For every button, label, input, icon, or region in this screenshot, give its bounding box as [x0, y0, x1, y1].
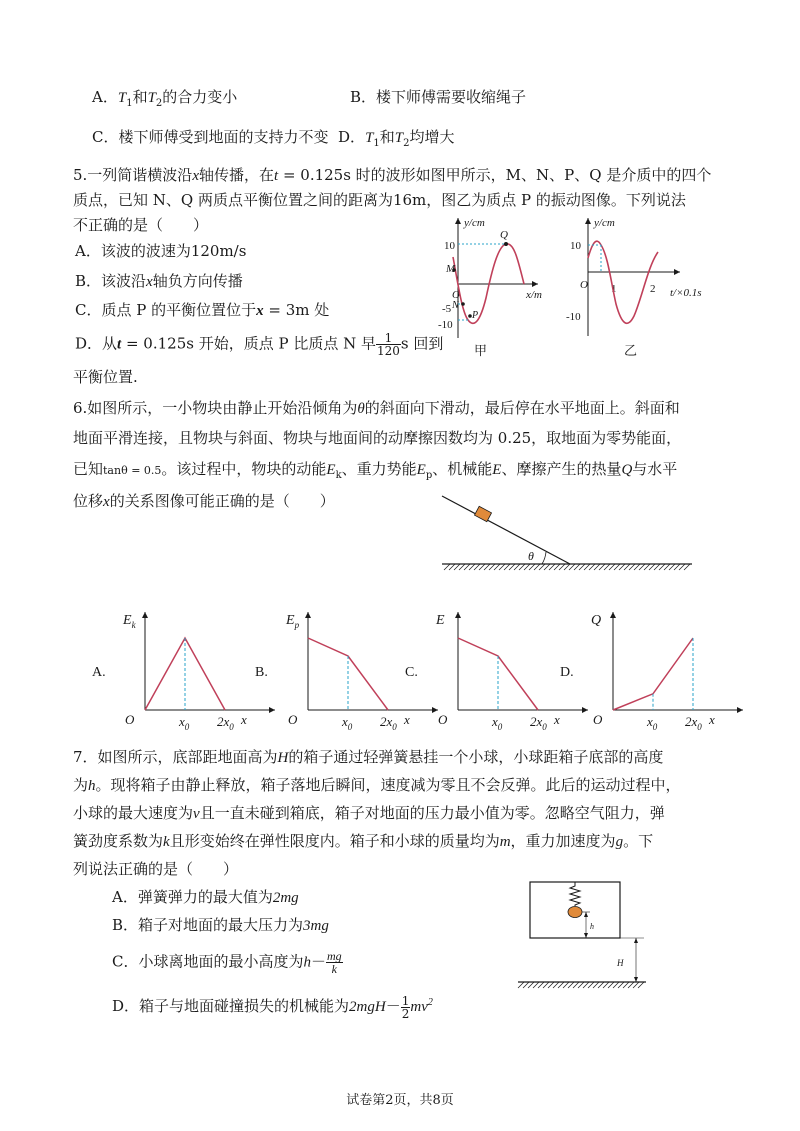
hatch-line	[628, 982, 634, 988]
H-label: H	[617, 958, 624, 968]
slope-angle-arc	[542, 552, 546, 564]
hatch-line	[614, 564, 620, 570]
hatch-line	[589, 564, 595, 570]
jia-x-arrow	[532, 281, 538, 287]
q4-option-c: C．楼下师傅受到地面的支持力不变 D．$T_1$和$T_2$均增大	[92, 128, 455, 149]
graph-y-label: Q	[591, 613, 602, 628]
jia-x-label: x/m	[526, 289, 542, 301]
hatch-line	[598, 982, 604, 988]
graph-option-label: C.	[405, 665, 418, 680]
hatch-line	[499, 564, 505, 570]
h-arrow-up	[584, 912, 588, 917]
q6-graph-a	[92, 606, 262, 736]
q5-option-d-line2: 平衡位置.	[73, 368, 138, 386]
H-arrow-down	[634, 977, 638, 982]
vibration-figure-yi	[566, 212, 706, 362]
hatch-line	[529, 564, 535, 570]
ground-hatch	[444, 564, 690, 570]
q7-stem-line4: 簧劲度系数为k且形变始终在弹性限度内。箱子和小球的质量均为m，重力加速度为g。下	[73, 832, 654, 850]
hatch-line	[553, 982, 559, 988]
jia-y-arrow	[455, 218, 461, 224]
hatch-line	[459, 564, 465, 570]
hatch-line	[578, 982, 584, 988]
jia-point-n	[461, 302, 465, 306]
hatch-line	[514, 564, 520, 570]
q5-stem-line3: 不正确的是（ ）	[73, 216, 209, 234]
hatch-line	[679, 564, 685, 570]
hatch-line	[474, 564, 480, 570]
hatch-line	[608, 982, 614, 988]
q5-option-d: D．从t = 0.125s 开始，质点 P 比质点 N 早 $\frac{1}{120}$ s 回到	[75, 331, 444, 358]
ground-hatch-2	[518, 982, 644, 988]
hatch-line	[518, 982, 524, 988]
hatch-line	[543, 982, 549, 988]
graph-x-label: x	[404, 712, 410, 727]
hatch-line	[609, 564, 615, 570]
hatch-line	[604, 564, 610, 570]
graph-tick-x0: $x_0$	[492, 714, 503, 732]
q5-stem-line2: 质点，已知 N、Q 两质点平衡位置之间的距离为16m，图乙为质点 P 的振动图像。下列说法	[73, 191, 686, 209]
jia-tick-m5: -5	[442, 303, 452, 315]
graph-x-label: x	[709, 712, 715, 727]
spring	[570, 882, 580, 906]
hatch-line	[684, 564, 690, 570]
h-arrow-down	[584, 933, 588, 938]
hatch-line	[618, 982, 624, 988]
hatch-line	[574, 564, 580, 570]
yi-x-label: t/×0.1s	[670, 287, 702, 299]
q5-option-d-fraction: $\frac{1}{120}$	[377, 331, 400, 358]
box-spring-figure	[518, 874, 648, 994]
q4-option-b: B．楼下师傅需要收缩绳子	[350, 88, 527, 106]
graph-y-label: $E_k$	[123, 613, 136, 630]
graph-tick-2x0: $2x_0$	[685, 714, 702, 732]
graph-tick-x0: $x_0$	[342, 714, 353, 732]
q7-option-a: A．弹簧弹力的最大值为2mg	[112, 888, 299, 906]
q7-option-b: B．箱子对地面的最大压力为3mg	[112, 916, 329, 934]
hatch-line	[638, 982, 644, 988]
q7-option-d: D．箱子与地面碰撞损失的机械能为2mgH－ $\frac{1}{2}$ $mv^2$	[112, 993, 433, 1021]
q7-option-d-fraction: $\frac{1}{2}$	[401, 993, 410, 1021]
q7-option-c-fraction: $\frac{mg}{k}$	[327, 949, 342, 976]
graph-y-label: $E_p$	[286, 613, 300, 630]
slope-figure	[442, 496, 692, 576]
hatch-line	[623, 982, 629, 988]
jia-label-p: P	[472, 310, 479, 321]
hatch-line	[564, 564, 570, 570]
hatch-line	[563, 982, 569, 988]
yi-tick-1: 1	[611, 283, 617, 295]
hatch-line	[639, 564, 645, 570]
q7-stem-line1: 7．如图所示，底部距地面高为H的箱子通过轻弹簧悬挂一个小球，小球距箱子底部的高度	[73, 748, 664, 766]
hatch-line	[504, 564, 510, 570]
yi-y-label: y/cm	[594, 217, 615, 229]
graph-tick-x0: $x_0$	[647, 714, 658, 732]
jia-y-label: y/cm	[464, 217, 485, 229]
yi-tick-10: 10	[570, 240, 581, 252]
H-arrow-up	[634, 938, 638, 943]
jia-origin: O	[452, 289, 460, 301]
graph-origin: O	[288, 712, 298, 727]
hatch-line	[494, 564, 500, 570]
hatch-line	[519, 564, 525, 570]
graph-option-label: D.	[560, 665, 574, 680]
hatch-line	[444, 564, 450, 570]
hatch-line	[538, 982, 544, 988]
yi-vibration-curve	[588, 241, 658, 323]
q7-option-c: C．小球离地面的最小高度为h－ $\frac{mg}{k}$	[112, 949, 342, 976]
graph-tick-2x0: $2x_0$	[217, 714, 234, 732]
h-label: h	[590, 922, 594, 931]
hatch-line	[523, 982, 529, 988]
graph-y-arrow	[610, 612, 616, 618]
hatch-line	[484, 564, 490, 570]
hatch-line	[479, 564, 485, 570]
hatch-line	[528, 982, 534, 988]
graph-tick-2x0: $2x_0$	[530, 714, 547, 732]
hatch-line	[469, 564, 475, 570]
hatch-line	[559, 564, 565, 570]
q7-stem-line3: 小球的最大速度为v且一直未碰到箱底，箱子对地面的压力最小值为零。忽略空气阻力，弹	[73, 804, 665, 822]
yi-tick-m10: -10	[566, 311, 581, 323]
hatch-line	[569, 564, 575, 570]
graph-option-label: A.	[92, 665, 106, 680]
hatch-line	[644, 564, 650, 570]
q6-stem-line1: 6.如图所示，一小物块由静止开始沿倾角为θ的斜面向下滑动，最后停在水平地面上。斜面和	[73, 399, 680, 417]
q5-option-a: A．该波的波速为120m/s	[75, 242, 247, 260]
hatch-line	[584, 564, 590, 570]
graph-x-label: x	[554, 712, 560, 727]
q4-option-a: A．$T_1$和$T_2$的合力变小	[92, 88, 238, 109]
hatch-line	[568, 982, 574, 988]
jia-caption: 甲	[474, 343, 488, 358]
q7-stem-line2: 为h。现将箱子由静止释放，箱子落地后瞬间，速度减为零且不会反弹。此后的运动过程中，	[73, 776, 681, 794]
jia-label-m: M	[446, 263, 456, 275]
yi-x-arrow	[674, 269, 680, 275]
graph-x-arrow	[737, 707, 743, 713]
graph-y-arrow	[305, 612, 311, 618]
hatch-line	[588, 982, 594, 988]
hatch-line	[489, 564, 495, 570]
hatch-line	[633, 982, 639, 988]
jia-tick-m10: -10	[438, 319, 453, 331]
yi-origin: O	[580, 279, 588, 291]
wave-figure-jia	[430, 212, 540, 362]
hatch-line	[649, 564, 655, 570]
yi-y-arrow	[585, 218, 591, 224]
hatch-line	[669, 564, 675, 570]
hatch-line	[558, 982, 564, 988]
hatch-line	[449, 564, 455, 570]
graph-y-arrow	[455, 612, 461, 618]
q7-stem-line5: 列说法正确的是（ ）	[73, 860, 239, 878]
yi-caption: 乙	[624, 343, 638, 358]
q6-graph-b	[255, 606, 425, 736]
hatch-line	[599, 564, 605, 570]
graph-x-label: x	[241, 712, 247, 727]
hatch-line	[533, 982, 539, 988]
sliding-block	[474, 506, 491, 521]
hatch-line	[593, 982, 599, 988]
jia-label-n: N	[452, 300, 459, 311]
jia-tick-10: 10	[444, 240, 455, 252]
slope-angle-label: θ	[528, 549, 534, 563]
hatch-line	[634, 564, 640, 570]
graph-tick-2x0: $2x_0$	[380, 714, 397, 732]
hatch-line	[454, 564, 460, 570]
q6-stem-line3: 已知tanθ = 0.5。该过程中，物块的动能$E_k$、重力势能$E_p$、机械能E、摩擦产生的热量Q与水平	[73, 460, 678, 481]
hatch-line	[548, 982, 554, 988]
q6-stem-line4: 位移x的关系图像可能正确的是（ ）	[73, 492, 335, 510]
graph-origin: O	[593, 712, 603, 727]
hatch-line	[573, 982, 579, 988]
hatch-line	[619, 564, 625, 570]
hatch-line	[464, 564, 470, 570]
hatch-line	[509, 564, 515, 570]
graph-y-label: E	[436, 613, 445, 628]
hatch-line	[579, 564, 585, 570]
hatch-line	[624, 564, 630, 570]
hatch-line	[524, 564, 530, 570]
hatch-line	[613, 982, 619, 988]
q6-graph-d	[560, 606, 730, 736]
graph-option-label: B.	[255, 665, 268, 680]
graph-tick-x0: $x_0$	[179, 714, 190, 732]
page-footer: 试卷第2页，共8页	[346, 1093, 454, 1108]
hatch-line	[554, 564, 560, 570]
yi-tick-2: 2	[650, 283, 656, 295]
q5-option-c: C．质点 P 的平衡位置位于x = 3m 处	[75, 301, 330, 319]
hatch-line	[544, 564, 550, 570]
ball	[568, 907, 582, 918]
q5-option-b: B．该波沿x轴负方向传播	[75, 272, 243, 290]
hatch-line	[674, 564, 680, 570]
hatch-line	[603, 982, 609, 988]
hatch-line	[539, 564, 545, 570]
graph-origin: O	[125, 712, 135, 727]
hatch-line	[629, 564, 635, 570]
hatch-line	[654, 564, 660, 570]
hatch-line	[664, 564, 670, 570]
hatch-line	[534, 564, 540, 570]
slope-incline	[442, 496, 570, 564]
q5-stem-line1: 5.一列简谐横波沿x轴传播，在t = 0.125s 时的波形如图甲所示，M、N、P、Q 是介质中的四个	[73, 166, 712, 184]
jia-point-q	[504, 242, 508, 246]
hatch-line	[583, 982, 589, 988]
graph-origin: O	[438, 712, 448, 727]
hatch-line	[594, 564, 600, 570]
q6-stem-line2: 地面平滑连接，且物块与斜面、物块与地面间的动摩擦因数均为 0.25，取地面为零势能面，	[73, 429, 682, 447]
hatch-line	[659, 564, 665, 570]
q6-graph-c	[405, 606, 575, 736]
hatch-line	[549, 564, 555, 570]
jia-label-q: Q	[500, 229, 508, 241]
graph-y-arrow	[142, 612, 148, 618]
